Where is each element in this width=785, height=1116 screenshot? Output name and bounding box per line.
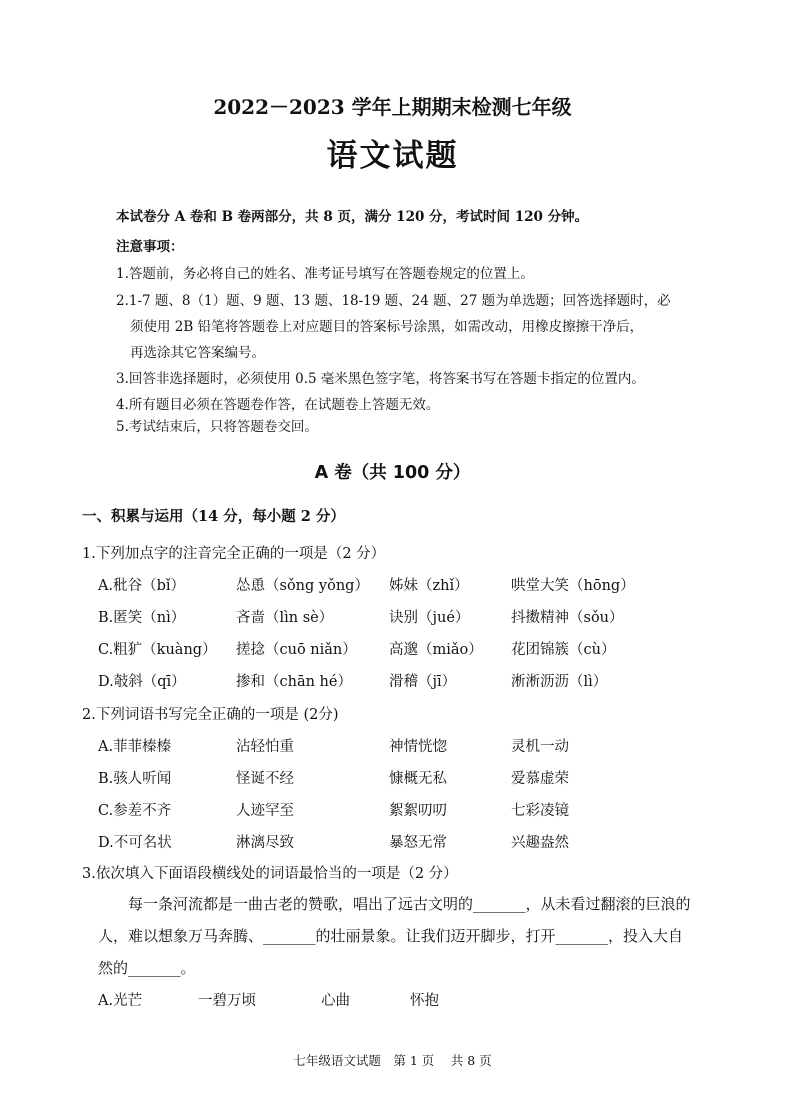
q1-option-c-4: 花团锦簇（cù） — [511, 642, 616, 658]
q3-option-a-4: 怀抱 — [410, 993, 439, 1009]
exam-title: 语文试题 — [326, 138, 459, 174]
q2-option-d-4: 兴趣盎然 — [511, 835, 569, 851]
q3-option-a-2: 一碧万顷 — [198, 993, 256, 1009]
q2-option-d-2: 淋漓尽致 — [236, 835, 294, 851]
q3-option-a-3: 心曲 — [321, 993, 350, 1009]
q1-option-b-4: 抖擞精神（sǒu） — [511, 610, 624, 626]
exam-title-line1: 2022－2023 学年上期期末检测七年级 — [213, 95, 572, 119]
q3-paragraph-line: 每一条河流都是一曲古老的赞歌，唱出了远古文明的_______，从未看过翻滚的巨浪的 — [128, 895, 691, 913]
exam-intro: 本试卷分 A 卷和 B 卷两部分，共 8 页，满分 120 分，考试时间 120 分钟。 — [116, 209, 589, 225]
q2-option-b-4: 爱慕虚荣 — [511, 771, 569, 787]
q2-option-a-2: 沾轻怕重 — [236, 739, 294, 755]
q1-option-b-1: B.匿笑（nì） — [98, 610, 186, 626]
q1-option-a-2: 怂恿（sǒng yǒng） — [236, 578, 369, 594]
q2-option-d-3: 暴怒无常 — [389, 835, 447, 851]
page-footer: 七年级语文试题 第 1 页 共 8 页 — [293, 1053, 492, 1068]
q2-option-b-1: B.骇人听闻 — [98, 771, 172, 787]
q1-option-b-3: 诀别（jué） — [389, 610, 470, 626]
section-a-heading: A 卷（共 100 分） — [314, 463, 471, 483]
question-1-stem: 1.下列加点字的注音完全正确的一项是（2 分） — [82, 546, 386, 562]
q1-option-d-1: D.攲斜（qī） — [98, 674, 186, 690]
q1-option-d-3: 滑稽（jī） — [389, 674, 457, 690]
q1-option-c-1: C.粗犷（kuàng） — [98, 642, 217, 658]
q2-option-c-1: C.参差不齐 — [98, 803, 172, 819]
q3-paragraph-line: 然的_______。 — [98, 959, 196, 977]
q1-option-c-3: 高邈（miǎo） — [389, 642, 483, 658]
q2-option-d-1: D.不可名状 — [98, 835, 172, 851]
q2-option-c-2: 人迹罕至 — [236, 803, 294, 819]
notice-item: 4.所有题目必须在答题卷作答，在试题卷上答题无效。 — [116, 397, 440, 413]
q1-option-a-1: A.秕谷（bǐ） — [98, 578, 185, 594]
notice-item: 5.考试结束后，只将答题卷交回。 — [116, 419, 318, 435]
notice-item: 再选涂其它答案编号。 — [130, 345, 265, 361]
q2-option-a-3: 神情恍惚 — [389, 739, 447, 755]
q2-option-a-1: A.菲菲榛榛 — [98, 739, 172, 755]
question-2-stem: 2.下列词语书写完全正确的一项是 (2分) — [82, 707, 339, 723]
q3-paragraph-line: 人，难以想象万马奔腾、_______的壮丽景象。让我们迈开脚步，打开_______，投入大自 — [98, 927, 684, 945]
notice-item: 3.回答非选择题时，必须使用 0.5 毫米黑色签字笔，将答案书写在答题卡指定的位置内。 — [116, 371, 645, 387]
q1-option-d-4: 淅淅沥沥（lì） — [511, 674, 608, 690]
notice-item: 2.1-7 题、8（1）题、9 题、13 题、18-19 题、24 题、27 题为单选题；回答选择题时，必 — [116, 293, 671, 309]
q3-option-a-1: A.光芒 — [98, 993, 143, 1009]
q2-option-b-2: 怪诞不经 — [236, 771, 294, 787]
notice-item: 须使用 2B 铅笔将答题卷上对应题目的答案标号涂黑，如需改动，用橡皮擦擦干净后， — [130, 319, 644, 335]
q1-option-a-4: 哄堂大笑（hōng） — [511, 578, 635, 594]
q2-option-a-4: 灵机一动 — [511, 739, 569, 755]
q2-option-c-3: 絮絮叨叨 — [389, 803, 447, 819]
q1-option-a-3: 姊妹（zhǐ） — [389, 578, 469, 594]
notice-item: 1.答题前，务必将自己的姓名、准考证号填写在答题卷规定的位置上。 — [116, 266, 534, 282]
notice-heading: 注意事项： — [116, 239, 184, 255]
q1-option-b-2: 吝啬（lìn sè） — [236, 610, 334, 626]
q1-option-d-2: 掺和（chān hé） — [236, 674, 352, 690]
q2-option-b-3: 慷概无私 — [389, 771, 447, 787]
question-3-stem: 3.依次填入下面语段横线处的词语最恰当的一项是（2 分） — [82, 866, 458, 882]
part1-heading: 一、积累与运用（14 分，每小题 2 分） — [82, 508, 345, 525]
q2-option-c-4: 七彩凌镜 — [511, 803, 569, 819]
q1-option-c-2: 搓捻（cuō niǎn） — [236, 642, 357, 658]
